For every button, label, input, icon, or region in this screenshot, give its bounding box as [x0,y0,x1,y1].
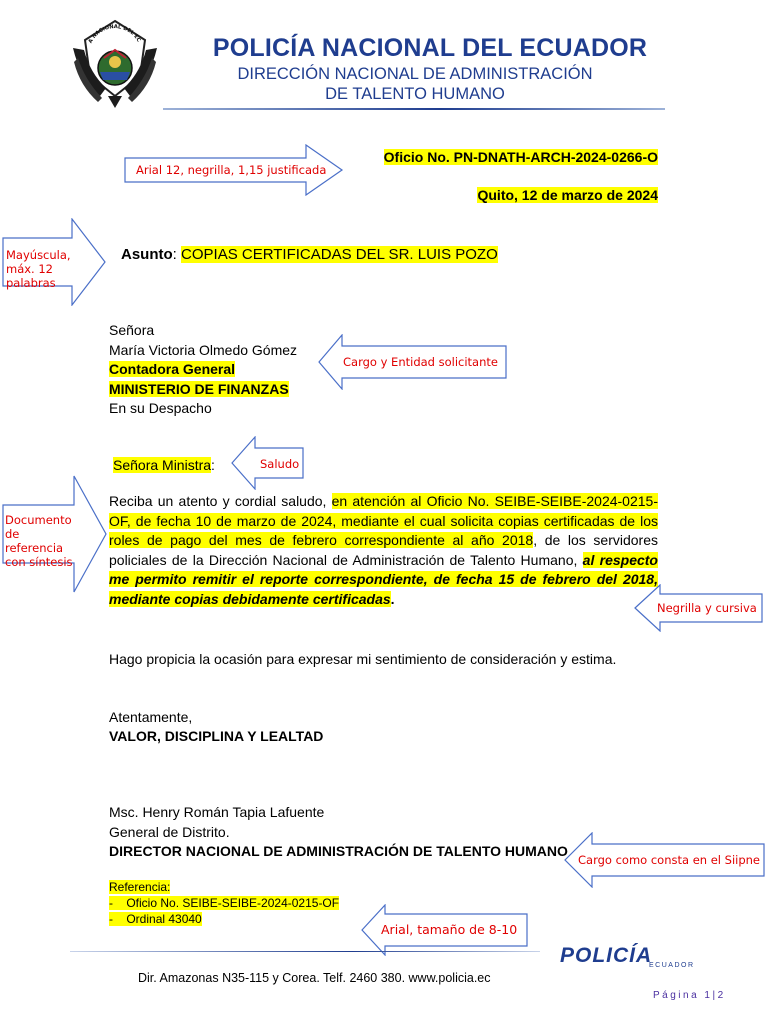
reference-item: - Ordinal 43040 [109,912,202,926]
callout-recipient-rule: Cargo y Entidad solicitante [343,355,498,369]
subject-line: Asunto: COPIAS CERTIFICADAS DEL SR. LUIS POZO [121,246,498,263]
body-paragraph-1: Reciba un atento y cordial saludo, en atención al Oficio No. SEIBE-SEIBE-2024-0215-OF, de fecha 10 de marzo de 2024, mediante el cual solicita copias certificadas de los roles de pago del mes de febrero correspondiente al año 2018, de los servidores policiales de la Dirección Nacional de Administración de Talento Humano, al respecto me permito remitir el reporte correspondiente, de fecha 15 de febrero del 2018, mediante copias debidamente certificadas. [109,493,659,607]
closing-regards: Atentamente, [109,709,193,725]
institution-subtitle-line2: DE TALENTO HUMANO [325,85,505,103]
callout-subject-rule: Mayúscula, máx. 12 palabras [6,248,71,290]
footer-divider [70,951,540,952]
place-date: Quito, 12 de marzo de 2024 [477,187,658,203]
closing-motto: VALOR, DISCIPLINA Y LEALTAD [109,728,324,744]
recipient-position: Contadora General [109,361,236,377]
callout-greeting-rule: Saludo [260,457,300,471]
references-label: Referencia: [109,880,171,894]
callout-font-format: Arial 12, negrilla, 1,15 justificada [136,163,327,177]
institution-subtitle-line1: DIRECCIÓN NACIONAL DE ADMINISTRACIÓN [237,65,593,83]
institution-title: POLICÍA NACIONAL DEL ECUADOR [212,34,648,62]
callout-reference-rule: Documento de referencia con síntesis [5,513,73,569]
callout-emphasis-rule: Negrilla y cursiva [657,601,757,615]
reference-item: - Oficio No. SEIBE-SEIBE-2024-0215-OF [109,896,340,910]
recipient-entity: MINISTERIO DE FINANZAS [109,380,289,397]
salutation: Señora Ministra: [113,457,215,473]
recipient-name: María Victoria Olmedo Gómez [109,341,298,358]
footer-logo-subtitle: ECUADOR [649,962,695,969]
footer-address: Dir. Amazonas N35-115 y Corea. Telf. 2460 380. www.policia.ec [138,971,491,985]
oficio-number: Oficio No. PN-DNATH-ARCH-2024-0266-O [383,149,658,165]
footer-police-logo: POLICÍA [560,944,653,967]
header-divider [163,108,665,110]
signature-block [109,803,568,862]
recipient-title: Señora [109,322,155,338]
subject-text: COPIAS CERTIFICADAS DEL SR. LUIS POZO [181,246,498,263]
police-crest-logo [70,18,160,110]
signer-rank: General de Distrito. [109,823,230,840]
crest-text: A NACIONAL DEL EC [87,24,142,45]
callout-signature-rule: Cargo como consta en el Siipne [578,853,760,867]
signer-position: DIRECTOR NACIONAL DE ADMINISTRACIÓN DE TALENTO HUMANO [109,843,568,859]
references-block [109,879,339,927]
signer-name: Msc. Henry Román Tapia Lafuente [109,804,325,820]
page-number: Página 1|2 [653,990,726,1001]
subject-label: Asunto [121,246,173,263]
body-paragraph-2: Hago propicia la ocasión para expresar mi sentimiento de consideración y estima. [109,651,617,667]
recipient-closing: En su Despacho [109,400,212,416]
callout-reference-font: Arial, tamaño de 8-10 [381,922,518,937]
recipient-block [109,321,297,419]
